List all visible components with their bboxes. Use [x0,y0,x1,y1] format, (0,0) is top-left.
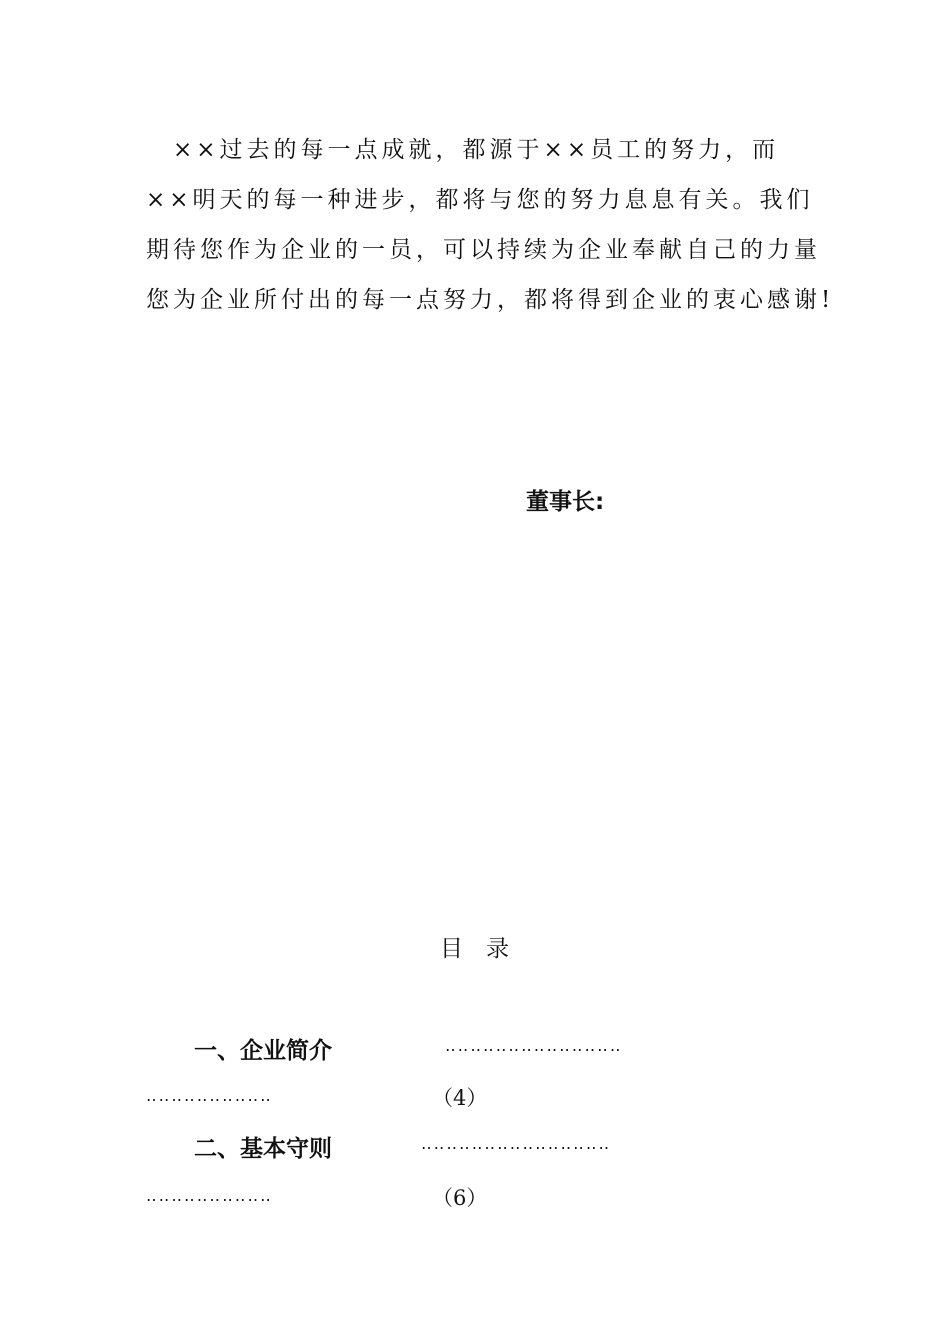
letter-line-2: ××明天的每一种进步，都将与您的努力息息有关。我们 [146,187,814,213]
letter-line-1: ××过去的每一点成就，都源于××员工的努力，而 [146,137,780,163]
toc-entry-heading: 二、基本守则 [194,1136,332,1162]
letter-line-4: 您为企业所付出的每一点努力，都将得到企业的衷心感谢! [146,287,835,313]
letter-line-3: 期待您作为企业的一员，可以持续为企业奉献自己的力量 [146,237,821,263]
toc-dot-leader: ‥‥‥‥‥‥‥‥‥‥‥‥‥‥ [445,1036,623,1055]
toc-page-number: （4） [432,1086,488,1110]
toc-title: 目 录 [440,936,509,962]
toc-dot-leader: ‥‥‥‥‥‥‥‥‥‥‥‥‥‥‥ [421,1134,612,1153]
toc-dot-leader: ‥‥‥‥‥‥‥‥‥‥ [146,1186,273,1205]
toc-entry-heading: 一、企业简介 [194,1038,332,1064]
toc-page-number: （6） [432,1186,488,1210]
chairman-signature: 董事长: [526,489,605,515]
toc-dot-leader: ‥‥‥‥‥‥‥‥‥‥ [146,1086,273,1105]
